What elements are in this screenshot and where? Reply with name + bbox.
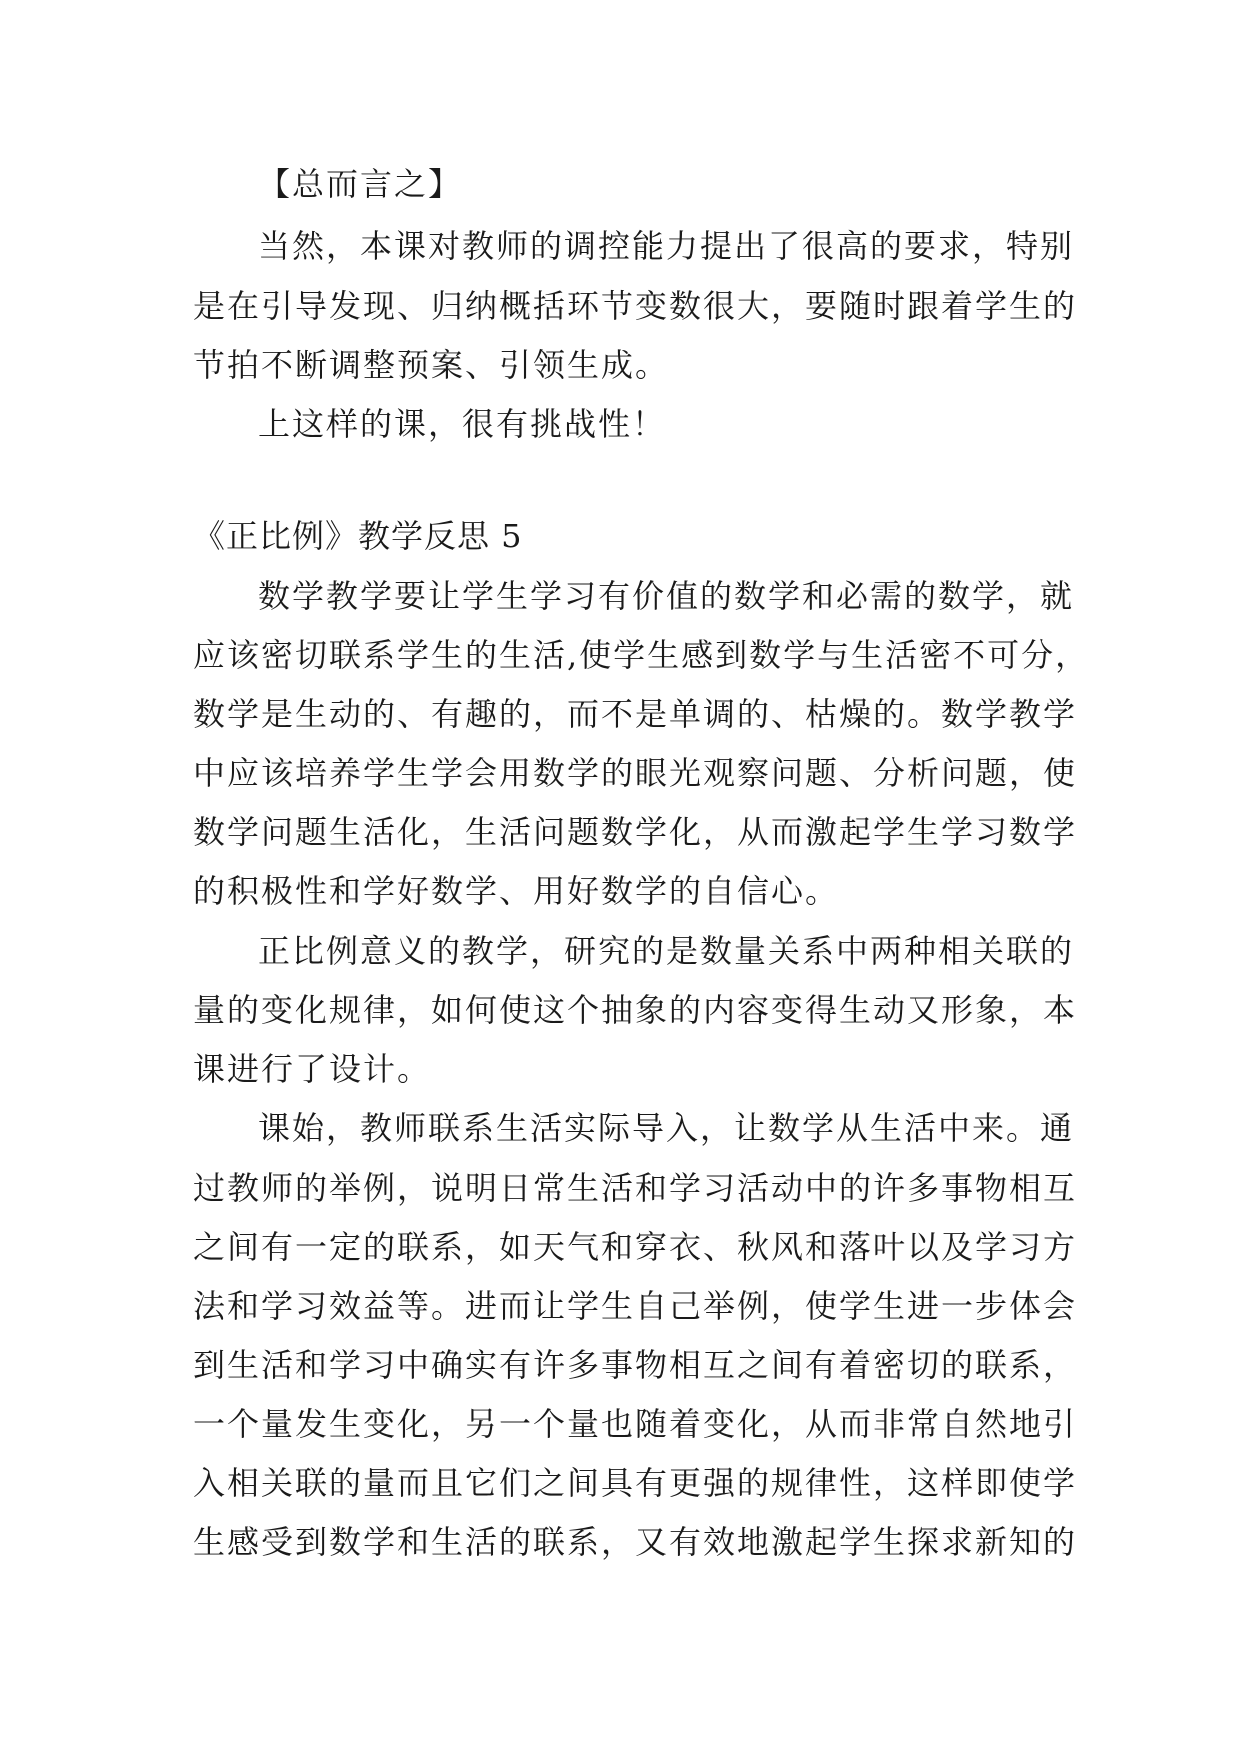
paragraph-line: 过教师的举例，说明日常生活和学习活动中的许多事物相互 <box>193 1169 1078 1207</box>
paragraph-line: 是在引导发现、归纳概括环节变数很大，要随时跟着学生的 <box>193 287 1078 325</box>
paragraph-line: 之间有一定的联系，如天气和穿衣、秋风和落叶以及学习方 <box>193 1228 1078 1266</box>
paragraph-line: 当然，本课对教师的调控能力提出了很高的要求，特别 <box>258 227 1075 265</box>
paragraph-line: 数学问题生活化，生活问题数学化，从而激起学生学习数学 <box>193 813 1078 851</box>
paragraph-line: 上这样的课，很有挑战性！ <box>258 405 667 443</box>
paragraph-line: 节拍不断调整预案、引领生成。 <box>193 346 670 384</box>
paragraph-line: 中应该培养学生学会用数学的眼光观察问题、分析问题，使 <box>193 754 1078 792</box>
paragraph-line: 的积极性和学好数学、用好数学的自信心。 <box>193 872 840 910</box>
paragraph-line: 课始，教师联系生活实际导入，让数学从生活中来。通 <box>258 1109 1075 1147</box>
paragraph-line: 法和学习效益等。进而让学生自己举例，使学生进一步体会 <box>193 1287 1078 1325</box>
paragraph-line: 入相关联的量而且它们之间具有更强的规律性，这样即使学 <box>193 1464 1078 1502</box>
document-title: 《正比例》教学反思 5 <box>193 517 523 555</box>
paragraph-line: 数学是生动的、有趣的，而不是单调的、枯燥的。数学教学 <box>193 695 1078 733</box>
paragraph-line: 生感受到数学和生活的联系，又有效地激起学生探求新知的 <box>193 1523 1078 1561</box>
paragraph-line: 数学教学要让学生学习有价值的数学和必需的数学，就 <box>258 577 1075 615</box>
paragraph-line: 一个量发生变化，另一个量也随着变化，从而非常自然地引 <box>193 1405 1078 1443</box>
paragraph-line: 课进行了设计。 <box>193 1050 432 1088</box>
paragraph-line: 正比例意义的教学，研究的是数量关系中两种相关联的 <box>258 932 1075 970</box>
paragraph-line: 到生活和学习中确实有许多事物相互之间有着密切的联系， <box>193 1346 1078 1384</box>
section-heading: 【总而言之】 <box>258 165 463 203</box>
paragraph-line: 应该密切联系学生的生活,使学生感到数学与生活密不可分， <box>193 636 1090 674</box>
paragraph-line: 量的变化规律，如何使这个抽象的内容变得生动又形象，本 <box>193 991 1078 1029</box>
